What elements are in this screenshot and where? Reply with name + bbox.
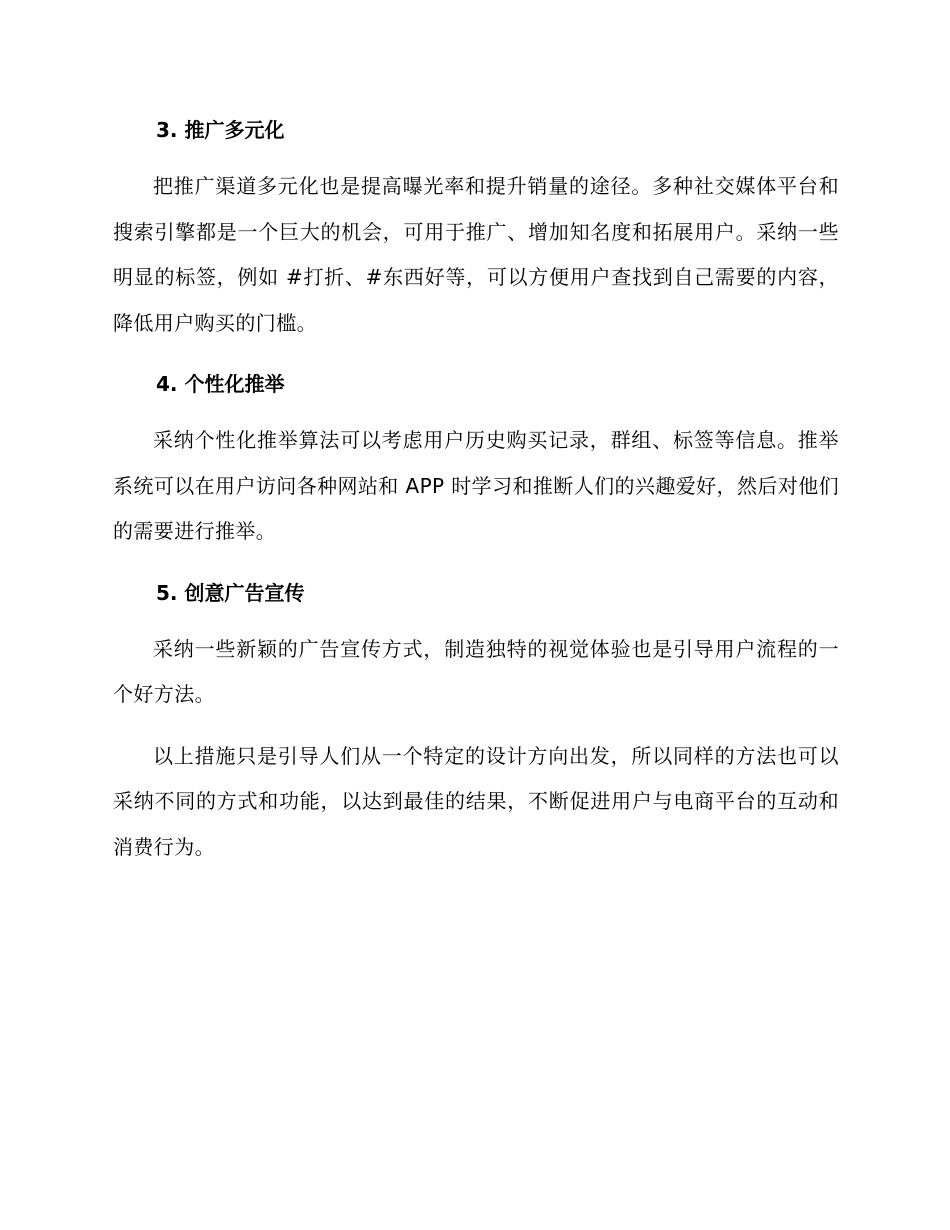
- section-paragraph-personalized-recommendation: 采纳个性化推举算法可以考虑用户历史购买记录，群组、标签等信息。推举系统可以在用户访问各种网站和 APP 时学习和推断人们的兴趣爱好，然后对他们的需要进行推举。: [113, 428, 839, 543]
- conclusion-paragraph: 以上措施只是引导人们从一个特定的设计方向出发，所以同样的方法也可以采纳不同的方式和功能，以达到最佳的结果，不断促进用户与电商平台的互动和消费行为。: [113, 743, 839, 859]
- section-paragraph-promotion-diversification: 把推广渠道多元化也是提高曝光率和提升销量的途径。多种社交媒体平台和搜索引擎都是一个巨大的机会，可用于推广、增加知名度和拓展用户。采纳一些明显的标签，例如 #打折、#东西好等，可以方便用户查找到自己需要的内容，降低用户购买的门槛。: [113, 174, 839, 335]
- section-paragraph-creative-advertising: 采纳一些新颖的广告宣传方式，制造独特的视觉体验也是引导用户流程的一个好方法。: [113, 636, 839, 706]
- section-heading-creative-advertising: 5. 创意广告宣传: [156, 580, 305, 605]
- section-heading-promotion-diversification: 3. 推广多元化: [156, 118, 285, 142]
- document-body: [113, 108, 839, 870]
- section-heading-personalized-recommendation: 4. 个性化推举: [156, 372, 285, 396]
